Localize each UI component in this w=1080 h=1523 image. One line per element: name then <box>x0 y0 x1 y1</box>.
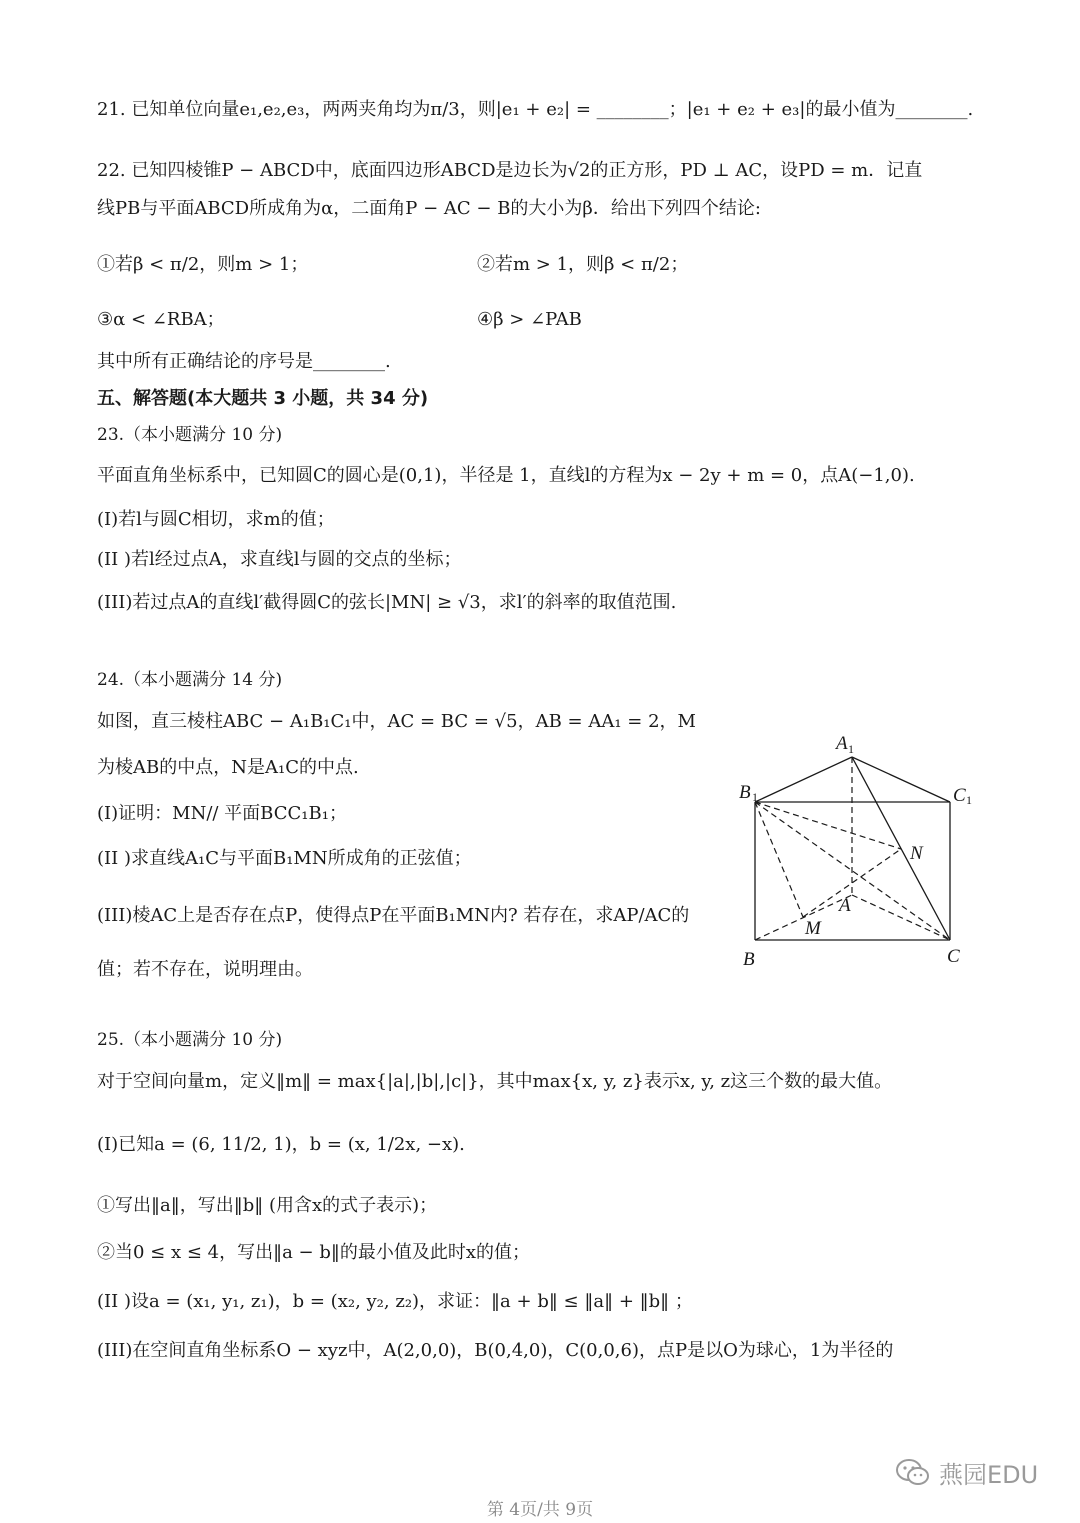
label-m: M <box>805 918 821 939</box>
question-25-head: 25.（本小题满分 10 分) <box>97 1030 283 1050</box>
question-23-part-3: (III)若过点A的直线l′截得圆C的弦长|MN| ≥ √3，求l′的斜率的取值范围. <box>97 592 677 613</box>
page-number: 第 4页/共 9页 <box>486 1500 594 1520</box>
question-24-part-3-cont: 值；若不存在，说明理由。 <box>97 959 313 980</box>
question-24-part-2: (II )求直线A₁C与平面B₁MN所成角的正弦值； <box>97 848 472 869</box>
label-b1-sub: 1 <box>752 790 758 804</box>
question-23-part-1: (I)若l与圆C相切，求m的值； <box>97 509 335 530</box>
question-25-part-1a: ①写出‖a‖，写出‖b‖ (用含x的式子表示)； <box>97 1195 438 1216</box>
question-23-part-2: (II )若l经过点A，求直线l与圆的交点的坐标； <box>97 549 462 570</box>
watermark-text: 燕园EDU <box>939 1461 1039 1489</box>
question-24-head: 24.（本小题满分 14 分) <box>97 670 283 690</box>
question-23-stem: 平面直角坐标系中，已知圆C的圆心是(0,1)，半径是 1，直线l的方程为x − 2y + m = 0，点A(−1,0). <box>97 465 915 486</box>
segment-b1-n <box>755 802 901 849</box>
label-a: A <box>839 895 851 916</box>
question-22-option-1: ①若β < π/2，则m > 1； <box>97 254 309 275</box>
label-c1-sub: 1 <box>966 793 972 807</box>
question-22-line2: 线PB与平面ABCD所成角为α，二面角P − AC − B的大小为β．给出下列四个结论: <box>97 198 761 219</box>
question-25-part-1b: ②当0 ≤ x ≤ 4，写出‖a − b‖的最小值及此时x的值； <box>97 1242 531 1263</box>
question-22-ask: 其中所有正确结论的序号是________. <box>97 351 391 372</box>
section-heading: 五、解答题(本大题共 3 小题，共 34 分) <box>97 388 429 409</box>
label-a1-sub: 1 <box>848 742 854 756</box>
question-24-stem-1: 如图，直三棱柱ABC − A₁B₁C₁中，AC = BC = √5，AB = AA₁ = 2，M <box>97 711 696 732</box>
wechat-icon <box>895 1458 931 1488</box>
question-22-option-3: ③α < ∠RBA； <box>97 309 225 330</box>
label-a1: A <box>836 733 848 754</box>
edge-a-c <box>852 895 950 940</box>
label-n: N <box>910 843 923 864</box>
edge-a1-c1 <box>852 757 950 802</box>
edge-b1-a1 <box>755 757 852 802</box>
question-25-part-3: (III)在空间直角坐标系O − xyz中，A(2,0,0)，B(0,4,0)，C(0,0,6)，点P是以O为球心，1为半径的 <box>97 1340 894 1361</box>
label-b: B <box>743 949 755 970</box>
question-23-head: 23.（本小题满分 10 分) <box>97 425 283 445</box>
edge-b-a <box>755 895 852 940</box>
prism-figure <box>725 725 985 975</box>
watermark <box>895 1455 1038 1490</box>
segment-b1-m <box>755 802 803 917</box>
label-c1: C <box>953 785 966 806</box>
question-25-part-2: (II )设a = (x₁, y₁, z₁)，b = (x₂, y₂, z₂)，求证：‖a + b‖ ≤ ‖a‖ + ‖b‖ ； <box>97 1291 693 1312</box>
label-b1: B <box>739 782 751 803</box>
question-22-line1: 22. 已知四棱锥P − ABCD中，底面四边形ABCD是边长为√2的正方形，PD ⊥ AC，设PD = m．记直 <box>97 160 923 181</box>
question-24-part-1: (I)证明：MN// 平面BCC₁B₁； <box>97 803 347 824</box>
question-25-stem: 对于空间向量m，定义‖m‖ = max{|a|,|b|,|c|}，其中max{x, y, z}表示x, y, z这三个数的最大值。 <box>97 1071 893 1092</box>
question-24-part-3: (III)棱AC上是否存在点P，使得点P在平面B₁MN内? 若存在，求AP/AC的 <box>97 905 690 926</box>
label-c: C <box>947 946 960 967</box>
question-22-option-2: ②若m > 1，则β < π/2； <box>477 254 689 275</box>
question-22-option-4: ④β > ∠PAB <box>477 309 582 330</box>
question-25-part-1: (I)已知a = (6, 11/2, 1)，b = (x, 1/2x, −x). <box>97 1134 465 1155</box>
question-24-stem-2: 为棱AB的中点，N是A₁C的中点. <box>97 757 359 778</box>
question-21: 21. 已知单位向量e₁,e₂,e₃，两两夹角均为π/3，则|e₁ + e₂| = ________；|e₁ + e₂ + e₃|的最小值为________. <box>97 99 974 120</box>
